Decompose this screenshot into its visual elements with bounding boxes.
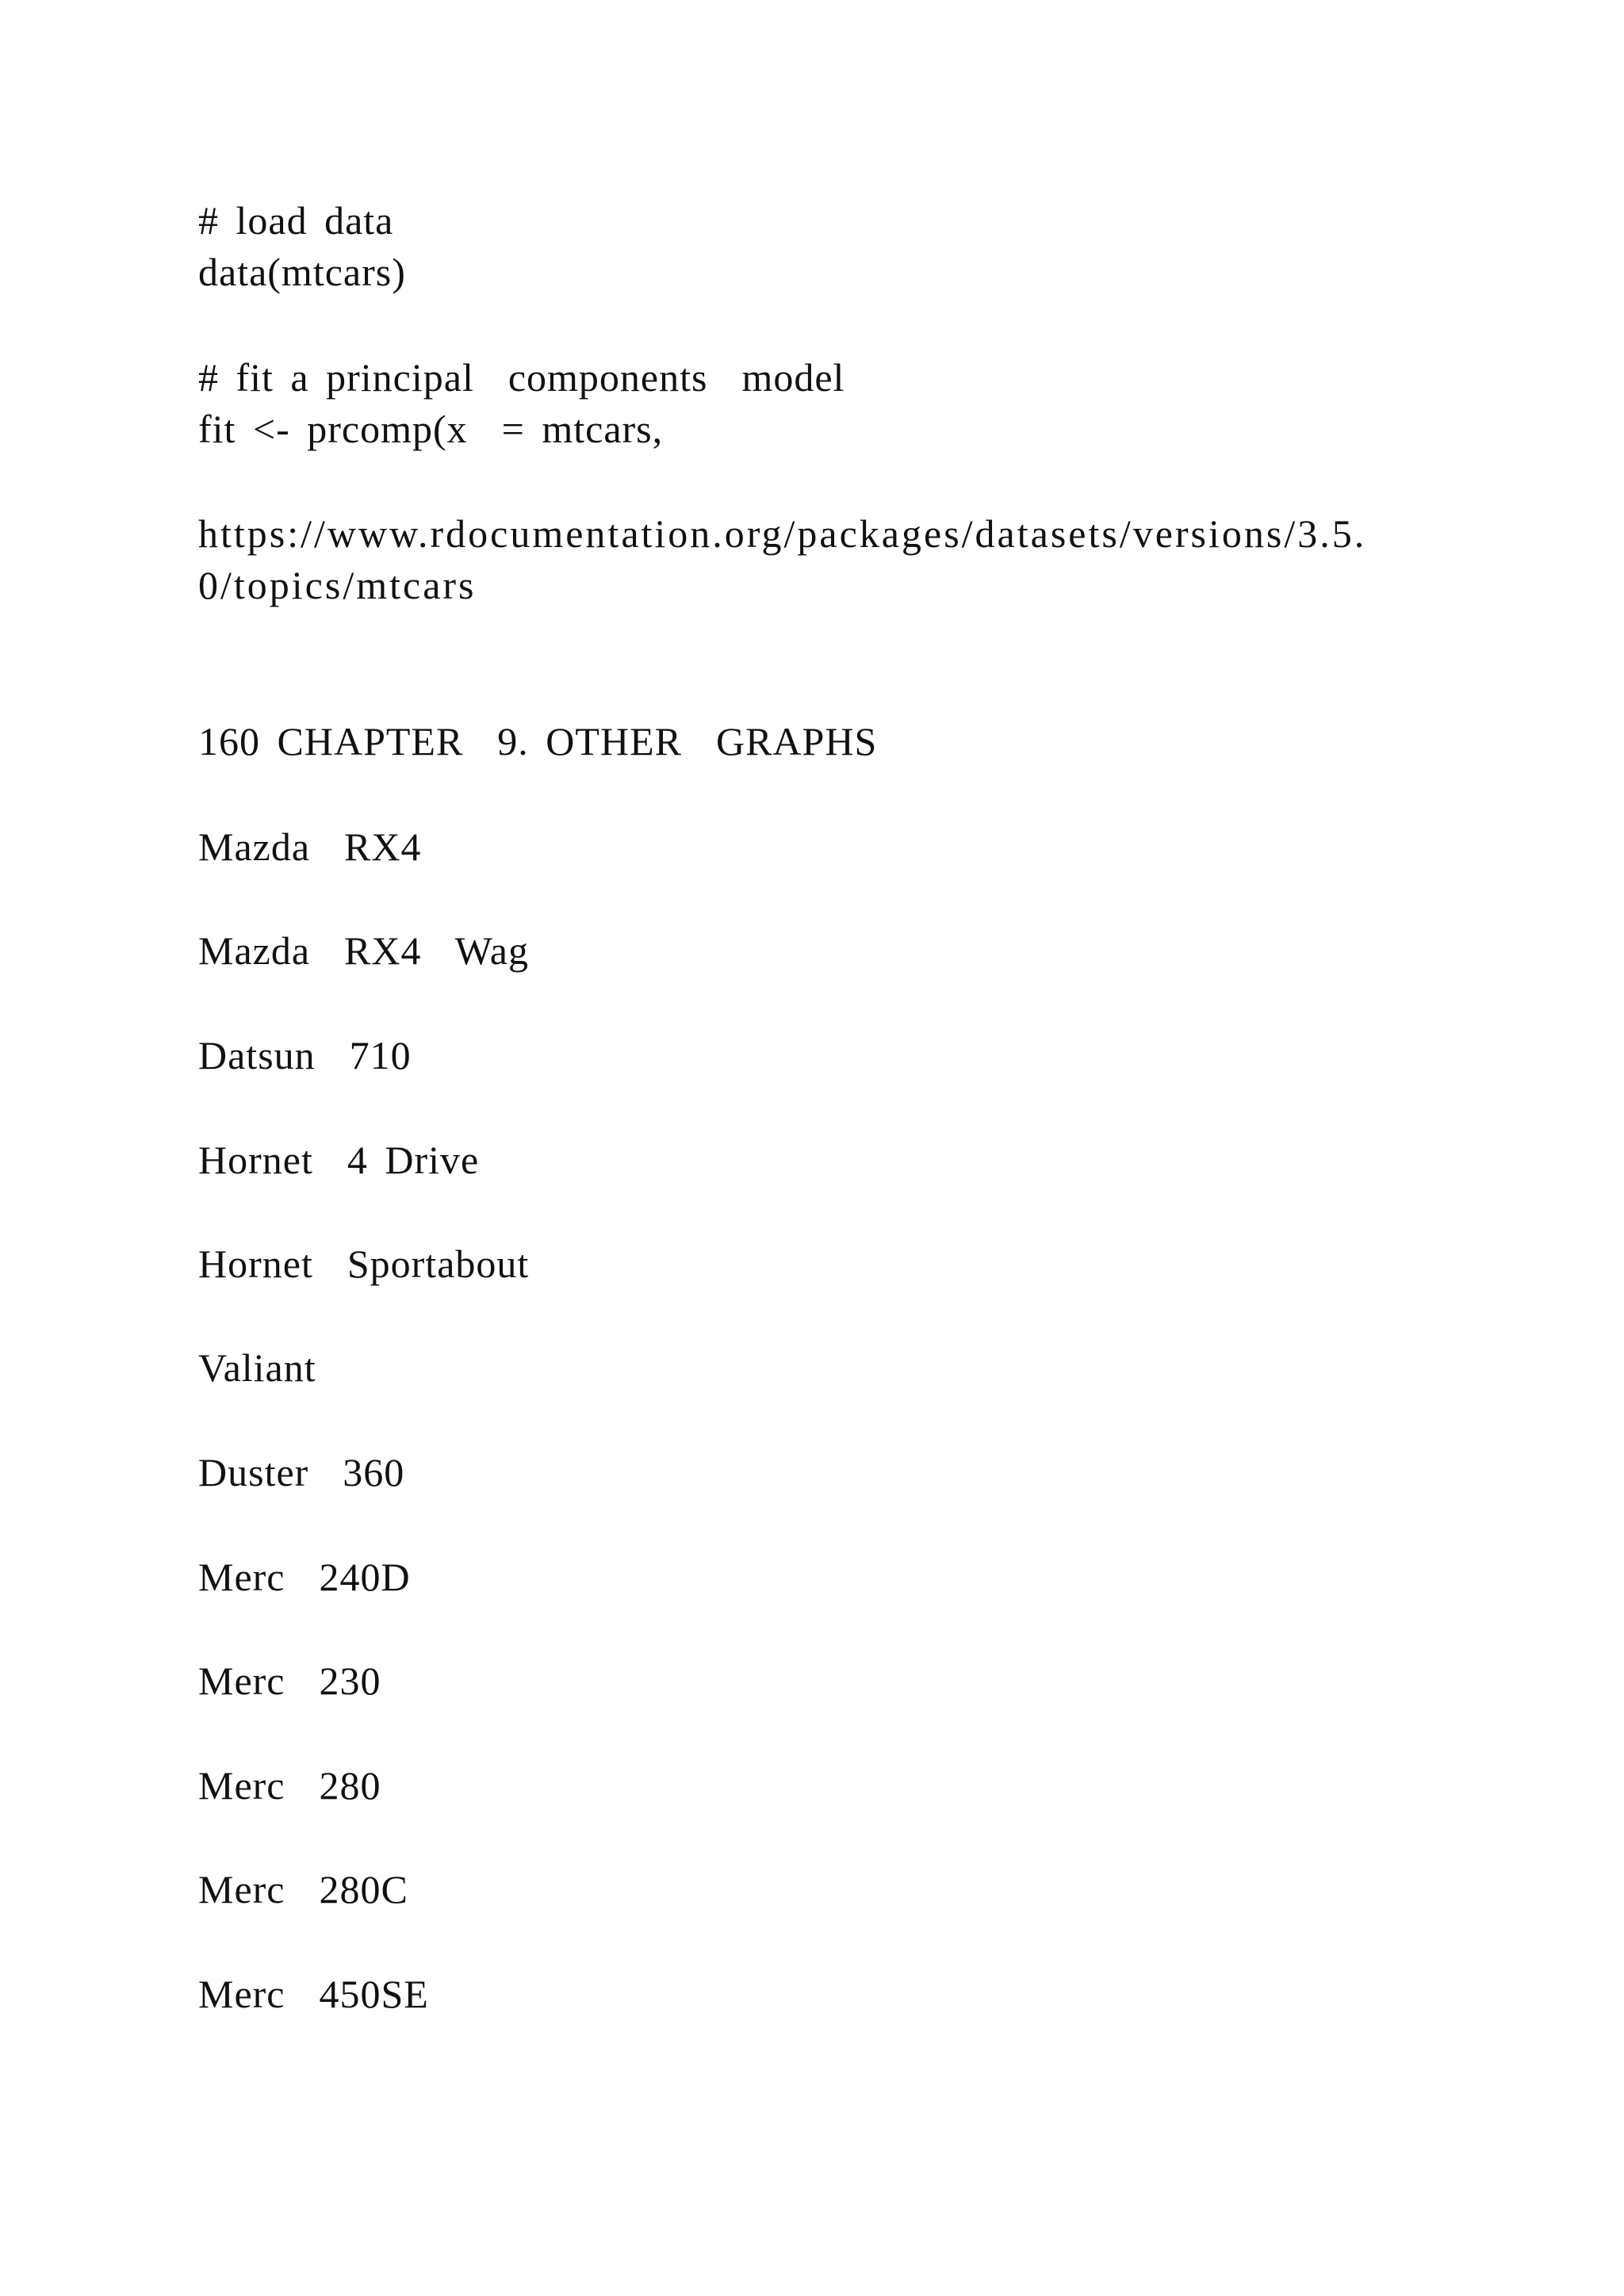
car-name-list-item: Duster 360	[198, 1450, 405, 1494]
car-name-list-item: Valiant	[198, 1345, 316, 1390]
car-name-list-item: Merc 280	[198, 1763, 381, 1808]
code-comment-load: # load data	[198, 198, 394, 243]
car-name-list-item: Hornet Sportabout	[198, 1242, 530, 1286]
car-name-list-item: Merc 280C	[198, 1867, 408, 1911]
car-name-list-item: Hornet 4 Drive	[198, 1138, 480, 1182]
reference-url-line2: 0/topics/mtcars	[198, 563, 477, 607]
car-name-list-item: Datsun 710	[198, 1033, 412, 1077]
car-name-list-item: Merc 240D	[198, 1555, 411, 1599]
page-header: 160 CHAPTER 9. OTHER GRAPHS	[198, 719, 878, 763]
car-name-list-item: Mazda RX4 Wag	[198, 928, 529, 973]
code-comment-fit: # fit a principal components model	[198, 355, 845, 400]
reference-url-line1: https://www.rdocumentation.org/packages/datasets/versions/3.5.	[198, 511, 1367, 556]
car-name-list-item: Mazda RX4	[198, 825, 422, 869]
code-fit-call: fit <- prcomp(x = mtcars,	[198, 407, 664, 451]
code-load-call: data(mtcars)	[198, 250, 406, 294]
car-name-list-item: Merc 450SE	[198, 1972, 429, 2016]
car-name-list-item: Merc 230	[198, 1659, 381, 1703]
